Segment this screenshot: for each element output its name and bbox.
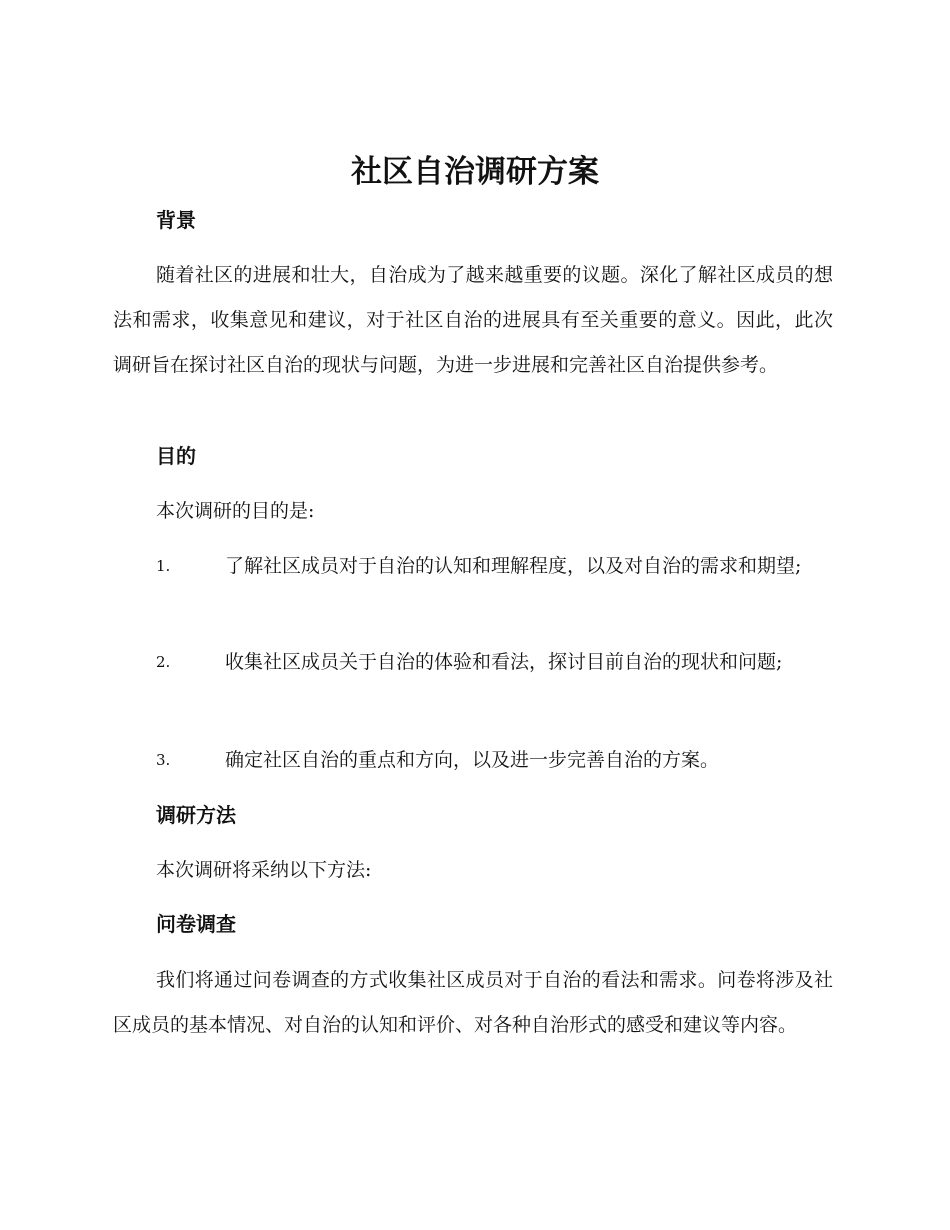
list-item-number: 2.: [156, 653, 171, 671]
heading-background: 背景: [156, 208, 196, 232]
list-item-text: 确定社区自治的重点和方向，以及进一步完善自治的方案。: [225, 749, 720, 771]
list-item: [113, 641, 833, 683]
list-item: [113, 739, 833, 781]
list-item-number: 1.: [156, 557, 171, 575]
list-item-number: 3.: [156, 751, 171, 769]
document-title: 社区自治调研方案: [351, 154, 599, 190]
purpose-intro: 本次调研的目的是:: [156, 500, 315, 522]
list-item-text: 收集社区成员关于自治的体验和看法，探讨目前自治的现状和问题;: [225, 651, 783, 673]
method-intro: 本次调研将采纳以下方法:: [156, 859, 372, 881]
heading-method: 调研方法: [156, 803, 236, 827]
heading-purpose: 目的: [156, 444, 196, 468]
list-item-text: 了解社区成员对于自治的认知和理解程度，以及对自治的需求和期望;: [225, 555, 802, 577]
paragraph-questionnaire: 我们将通过问卷调查的方式收集社区成员对于自治的看法和需求。问卷将涉及社区成员的基本情况、对自治的认知和评价、对各种自治形式的感受和建议等内容。: [113, 969, 833, 1036]
paragraph-background: 随着社区的进展和壮大，自治成为了越来越重要的议题。深化了解社区成员的想法和需求，收集意见和建议，对于社区自治的进展具有至关重要的意义。因此，此次调研旨在探讨社区自治的现状与问题，为进一步进展和完善社区自治提供参考。: [113, 264, 833, 376]
list-item: [113, 545, 833, 587]
heading-questionnaire: 问卷调查: [156, 912, 236, 936]
